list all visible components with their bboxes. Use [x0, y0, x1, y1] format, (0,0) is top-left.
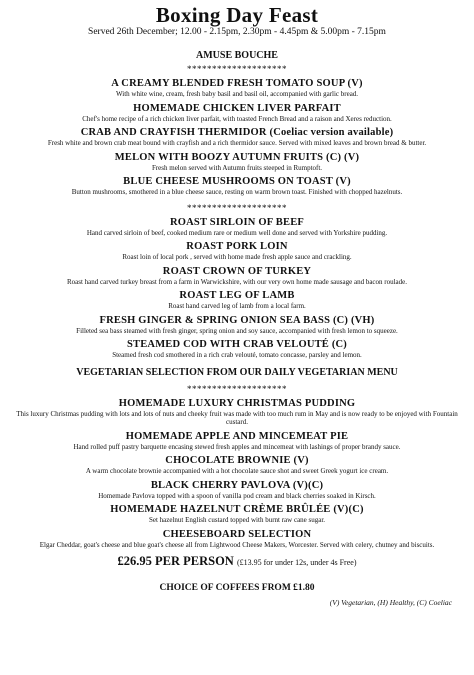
- menu-item-description: Homemade Pavlova topped with a spoon of vanilla pod cream and black cherries soaked in Kirsch.: [98, 491, 376, 500]
- menu-item-description: Roast loin of local pork , served with home made fresh apple sauce and crackling.: [122, 253, 352, 261]
- menu-item: [0, 504, 474, 525]
- menu-item: [0, 78, 474, 99]
- menu-item: [0, 339, 474, 360]
- menu-item-name: STEAMED COD WITH CRAB VELOUTÉ (C): [126, 339, 348, 350]
- menu-item-description: This luxury Christmas pudding with lots and lots of nuts and cheeky fruit was made with too much rum in May and is now ready to be enjoyed with Fountain custard.: [16, 409, 458, 426]
- menu-item-name: MELON WITH BOOZY AUTUMN FRUITS (C) (V): [114, 151, 360, 163]
- menu-item: [0, 480, 474, 501]
- divider-stars: ********************: [187, 202, 287, 213]
- mains-list: [0, 217, 474, 360]
- menu-item: [0, 315, 474, 336]
- divider-stars: ********************: [187, 64, 287, 74]
- menu-item: [0, 290, 474, 311]
- price-note: (£13.95 for under 12s, under 4s Free): [236, 558, 357, 567]
- menu-item-name: FRESH GINGER & SPRING ONION SEA BASS (C) (VH): [99, 314, 375, 326]
- serving-times: Served 26th December; 12.00 - 2.15pm, 2.30pm - 4.45pm & 5.00pm - 7.15pm: [88, 27, 386, 37]
- menu-item-description: Roast hand carved turkey breast from a farm in Warwickshire, with our very own home made sausage and bacon roulade.: [66, 277, 408, 286]
- menu-item: [0, 103, 474, 124]
- menu-item-description: Steamed fresh cod smothered in a rich crab velouté, tomato concasse, parsley and lemon.: [112, 351, 362, 359]
- menu-item: [0, 398, 474, 427]
- menu-item-name: HOMEMADE APPLE AND MINCEMEAT PIE: [125, 430, 349, 442]
- price: £26.95 PER PERSON: [117, 554, 234, 568]
- menu-item-description: With white wine, cream, fresh baby basil and basil oil, accompanied with garlic bread.: [115, 90, 359, 98]
- menu-item-description: Button mushrooms, smothered in a blue cheese sauce, resting on warm brown toast. Finished with chopped hazelnuts.: [71, 188, 403, 196]
- divider-stars: ********************: [187, 383, 287, 394]
- menu-title: Boxing Day Feast: [155, 3, 319, 27]
- menu-item-name: BLACK CHERRY PAVLOVA (V)(C): [150, 479, 324, 491]
- menu-item: [0, 241, 474, 262]
- amuse-bouche-heading: AMUSE BOUCHE: [196, 50, 278, 61]
- menu-item: [0, 431, 474, 452]
- menu-item-name: BLUE CHEESE MUSHROOMS ON TOAST (V): [123, 176, 351, 187]
- menu-item-description: Fresh white and brown crab meat bound with crayfish and a rich thermidor sauce. Served with mixed leaves and brown bread & butter.: [47, 139, 427, 147]
- menu-item-name: CRAB AND CRAYFISH THERMIDOR (Coeliac version available): [80, 127, 394, 138]
- vegetarian-selection: VEGETARIAN SELECTION FROM OUR DAILY VEGETARIAN MENU: [76, 366, 398, 378]
- menu-item: [0, 266, 474, 287]
- menu-item-name: ROAST PORK LOIN: [186, 241, 288, 252]
- menu-item-name: ROAST SIRLOIN OF BEEF: [169, 216, 305, 228]
- menu-item-name: HOMEMADE HAZELNUT CRÈME BRÛLÉE (V)(C): [110, 504, 364, 515]
- menu-item-description: A warm chocolate brownie accompanied with a hot chocolate sauce shot and sweet Greek yogurt ice cream.: [85, 467, 389, 475]
- price-line: [0, 554, 474, 570]
- menu-item: [0, 455, 474, 476]
- menu-item: [0, 217, 474, 238]
- menu-item-description: Elgar Cheddar, goat's cheese and blue goat's cheese all from Lightwood Cheese Makers, Worcester. Served with celery, chutney and biscuits.: [39, 540, 435, 549]
- desserts-list: [0, 398, 474, 550]
- menu-item-description: Set hazelnut English custard topped with burnt raw cane sugar.: [148, 516, 326, 524]
- dietary-key: (V) Vegetarian, (H) Healthy, (C) Coeliac: [329, 598, 452, 607]
- starters-list: [0, 78, 474, 197]
- menu-item: [0, 176, 474, 197]
- menu-item-description: Hand carved sirloin of beef, cooked medium rare or medium well done and served with Yorkshire pudding.: [86, 228, 388, 237]
- menu-item-description: Filleted sea bass steamed with fresh ginger, spring onion and soy sauce, accompanied with fresh lemon to squeeze.: [76, 326, 398, 335]
- menu-item: [0, 152, 474, 173]
- menu-item: [0, 127, 474, 148]
- menu-item-name: HOMEMADE CHICKEN LIVER PARFAIT: [133, 102, 341, 114]
- menu-item-name: HOMEMADE LUXURY CHRISTMAS PUDDING: [118, 397, 356, 409]
- coffee-line: CHOICE OF COFFEES FROM £1.80: [159, 583, 315, 593]
- menu-item-description: Chef's home recipe of a rich chicken liver parfait, with toasted French Bread and a raison and Xeres reduction.: [82, 114, 392, 123]
- menu-item-description: Fresh melon served with Autumn fruits steeped in Rumptoft.: [151, 163, 323, 172]
- menu-item-name: ROAST CROWN OF TURKEY: [162, 265, 312, 277]
- menu-item-description: Hand rolled puff pastry barquette encasing stewed fresh apples and mincemeat with lashings of proper brandy sauce.: [73, 442, 401, 451]
- menu-item-name: CHOCOLATE BROWNIE (V): [165, 455, 309, 466]
- menu-item-name: A CREAMY BLENDED FRESH TOMATO SOUP (V): [111, 78, 363, 89]
- menu-item-description: Roast hand carved leg of lamb from a local farm.: [168, 302, 306, 310]
- menu-item-name: CHEESEBOARD SELECTION: [162, 528, 312, 540]
- menu-item: [0, 529, 474, 550]
- menu-item-name: ROAST LEG OF LAMB: [179, 290, 295, 301]
